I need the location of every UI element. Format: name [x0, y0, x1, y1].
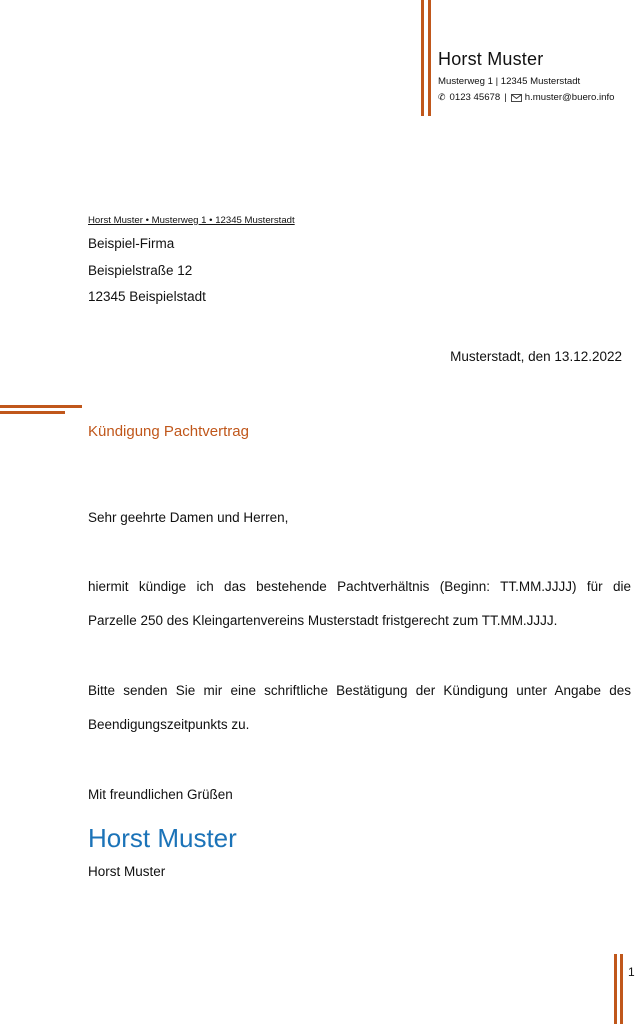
paragraph-1-line-1: hiermit kündige ich das bestehende Pachtverhältnis (Beginn: TT.MM.JJJJ) für die — [88, 579, 631, 594]
recipient-street: Beispielstraße 12 — [88, 263, 193, 278]
printed-name: Horst Muster — [88, 864, 166, 879]
recipient-city: 12345 Beispielstadt — [88, 289, 206, 304]
sender-email: h.muster@buero.info — [524, 92, 615, 103]
envelope-icon — [511, 94, 522, 102]
sender-name: Horst Muster — [438, 49, 544, 69]
phone-icon: ✆ — [438, 92, 446, 102]
sender-contact — [438, 92, 614, 103]
signature: Horst Muster — [88, 823, 237, 853]
header-accent-line-left — [421, 0, 424, 116]
return-address-line: Horst Muster • Musterweg 1 • 12345 Musterstadt — [88, 215, 295, 226]
fold-mark-line-top — [0, 405, 82, 408]
salutation: Sehr geehrte Damen und Herren, — [88, 510, 289, 525]
sender-phone: 0123 45678 — [449, 92, 501, 103]
paragraph-1-line-2: Parzelle 250 des Kleingartenvereins Musterstadt fristgerecht zum TT.MM.JJJJ. — [88, 613, 558, 628]
fold-mark-line-bottom — [0, 411, 65, 414]
sender-address: Musterweg 1 | 12345 Musterstadt — [438, 76, 581, 87]
paragraph-2-line-2: Beendigungszeitpunkts zu. — [88, 717, 250, 732]
closing: Mit freundlichen Grüßen — [88, 787, 233, 802]
header-accent-line-right — [428, 0, 431, 116]
page-number: 1 — [628, 965, 635, 979]
contact-separator: | — [504, 92, 507, 103]
subject-line: Kündigung Pachtvertrag — [88, 423, 249, 440]
recipient-company: Beispiel-Firma — [88, 236, 175, 251]
footer-accent-line-left — [614, 954, 617, 1024]
footer-accent-line-right — [620, 954, 623, 1024]
paragraph-2-line-1: Bitte senden Sie mir eine schriftliche Bestätigung der Kündigung unter Angabe des — [88, 683, 631, 698]
date-line: Musterstadt, den 13.12.2022 — [450, 349, 622, 364]
